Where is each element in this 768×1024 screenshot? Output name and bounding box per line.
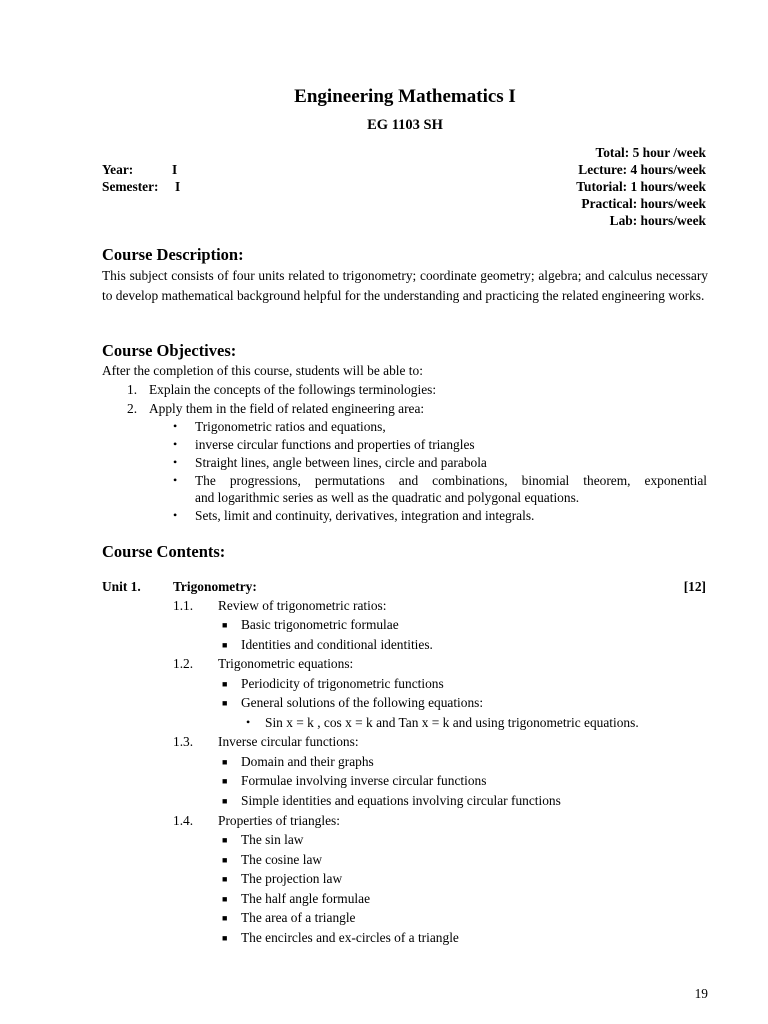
course-description-heading: Course Description: <box>102 245 244 264</box>
square-bullet-icon: ■ <box>222 913 228 923</box>
section-item: Periodicity of trigonometric functions <box>241 676 444 691</box>
section-subitem: Sin x = k , cos x = k and Tan x = k and using trigonometric equations. <box>265 715 639 730</box>
objective-bullet: Sets, limit and continuity, derivatives, integration and integrals. <box>195 508 535 523</box>
unit-title: Trigonometry: <box>173 579 257 594</box>
year-value: I <box>172 162 178 177</box>
unit-hours: [12] <box>683 579 706 594</box>
bullet-icon: • <box>173 437 178 451</box>
section-item: The cosine law <box>241 852 323 867</box>
semester-value: I <box>175 179 181 194</box>
course-description-text: This subject consists of four units related to trigonometry; coordinate geometry; algebra; and calculus necessary to develop mathematical background helpful for the understanding and practicing the related engineering works. <box>102 268 708 303</box>
section-item: Formulae involving inverse circular functions <box>241 773 487 788</box>
semester-label: Semester: <box>102 179 159 194</box>
objective-item <box>127 401 424 417</box>
section-number: 1.3. <box>173 734 194 749</box>
section-title: Review of trigonometric ratios: <box>218 598 387 613</box>
bullet-icon: • <box>173 508 178 522</box>
unit-label: Unit 1. <box>102 579 141 594</box>
hours-lecture: Lecture: 4 hours/week <box>578 162 706 177</box>
section-item: Basic trigonometric formulae <box>241 617 399 632</box>
section-title: Trigonometric equations: <box>218 656 354 671</box>
square-bullet-icon: ■ <box>222 620 228 630</box>
hours-total: Total: 5 hour /week <box>595 145 706 160</box>
objective-bullet: inverse circular functions and properties of triangles <box>195 437 475 452</box>
section-title: Inverse circular functions: <box>218 734 359 749</box>
course-contents-heading: Course Contents: <box>102 542 226 561</box>
objective-item <box>127 382 436 398</box>
objective-number: 1. <box>127 382 138 397</box>
section-item: The area of a triangle <box>241 910 356 925</box>
objective-bullet: Trigonometric ratios and equations, <box>195 419 386 434</box>
course-objectives-heading: Course Objectives: <box>102 341 237 360</box>
objective-bullet-continuation: and logarithmic series as well as the quadratic and polygonal equations. <box>195 490 580 505</box>
objective-text: Apply them in the field of related engineering area: <box>149 401 425 416</box>
square-bullet-icon: ■ <box>222 796 228 806</box>
bullet-icon: • <box>173 419 178 433</box>
bullet-icon: • <box>173 455 178 469</box>
section-number: 1.4. <box>173 813 194 828</box>
course-code: EG 1103 SH <box>367 117 443 133</box>
section-number: 1.2. <box>173 656 194 671</box>
square-bullet-icon: ■ <box>222 679 228 689</box>
section-item: Domain and their graphs <box>241 754 374 769</box>
page-title: Engineering Mathematics I <box>294 86 516 107</box>
square-bullet-icon: ■ <box>222 640 228 650</box>
page-number: 19 <box>694 986 708 1001</box>
section-item: The half angle formulae <box>241 891 371 906</box>
bullet-icon: • <box>246 715 251 729</box>
section-item: Identities and conditional identities. <box>241 637 433 652</box>
year-label: Year: <box>102 162 134 177</box>
section-item: The sin law <box>241 832 304 847</box>
square-bullet-icon: ■ <box>222 933 228 943</box>
bullet-icon: • <box>173 473 178 487</box>
objectives-intro: After the completion of this course, students will be able to: <box>102 363 423 378</box>
objective-bullet: Straight lines, angle between lines, circle and parabola <box>195 455 487 470</box>
square-bullet-icon: ■ <box>222 855 228 865</box>
hours-lab: Lab: hours/week <box>609 213 706 228</box>
section-number: 1.1. <box>173 598 194 613</box>
section-item: General solutions of the following equations: <box>241 695 484 710</box>
square-bullet-icon: ■ <box>222 698 228 708</box>
square-bullet-icon: ■ <box>222 776 228 786</box>
square-bullet-icon: ■ <box>222 894 228 904</box>
objective-text: Explain the concepts of the followings terminologies: <box>149 382 437 397</box>
section-title: Properties of triangles: <box>218 813 340 828</box>
section-item: The projection law <box>241 871 343 886</box>
hours-practical: Practical: hours/week <box>581 196 706 211</box>
objective-number: 2. <box>127 401 138 416</box>
hours-tutorial: Tutorial: 1 hours/week <box>576 179 706 194</box>
square-bullet-icon: ■ <box>222 757 228 767</box>
section-item: The encircles and ex-circles of a triangle <box>241 930 459 945</box>
square-bullet-icon: ■ <box>222 874 228 884</box>
objective-bullet: The progressions, permutations and combinations, binomial theorem, exponential <box>195 473 707 488</box>
square-bullet-icon: ■ <box>222 835 228 845</box>
section-item: Simple identities and equations involving circular functions <box>241 793 561 808</box>
